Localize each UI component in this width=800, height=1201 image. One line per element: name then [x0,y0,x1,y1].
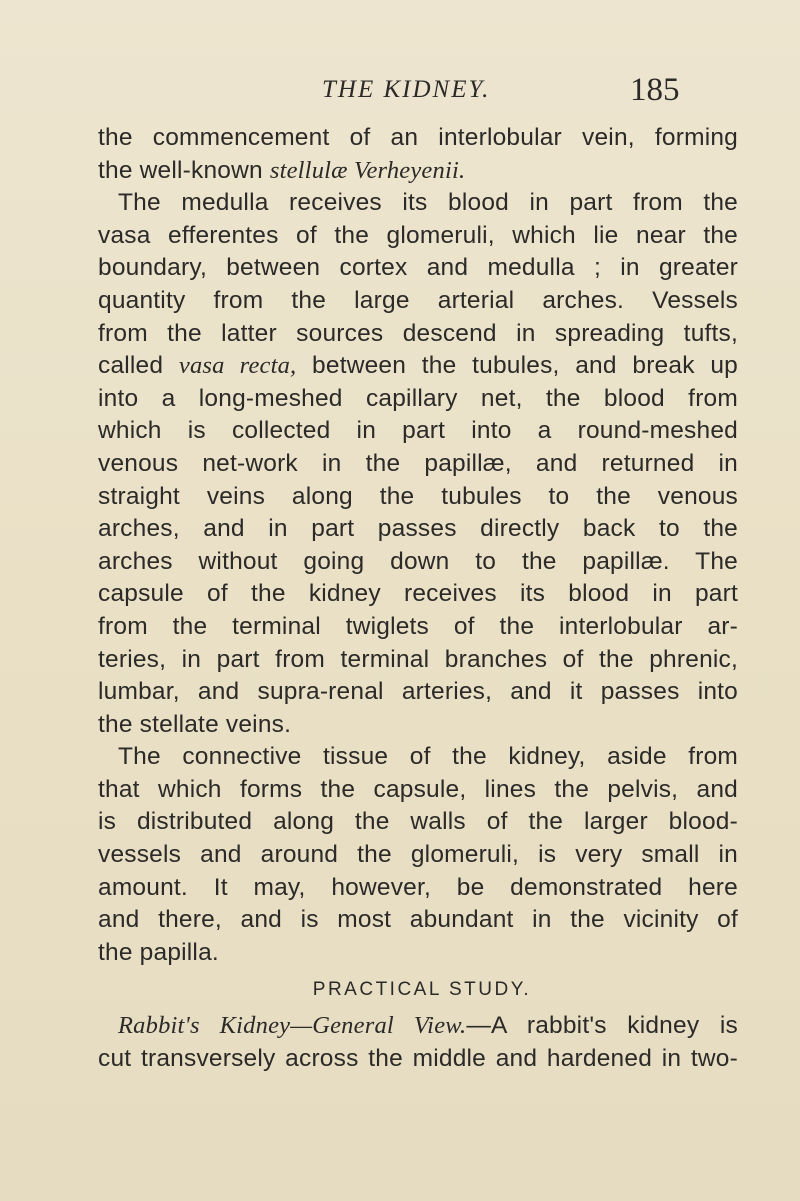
text-line: and there, and is most abundant in the vicinity of [98,906,738,934]
text-line: vasa efferentes of the glomeruli, which lie near the [98,221,738,249]
text-line: called vasa recta, between the tubules, and break up [98,352,738,380]
text-line: boundary, between cortex and medulla ; in greater [98,254,738,282]
text-line: which is collected in part into a round-meshed [98,417,738,445]
page-header [0,72,800,112]
text-line: from the terminal twiglets of the interlobular ar- [98,612,738,640]
text-line: is distributed along the walls of the larger blood- [98,808,738,836]
text-line: straight veins along the tubules to the venous [98,482,738,510]
text-line: the stellate veins. [98,710,292,738]
text-line: venous net-work in the papillæ, and returned in [98,449,738,477]
text-line: the well-known stellulæ Verheyenii. [98,156,466,184]
paragraph-start-line: Rabbit's Kidney—General View.—A rabbit's kidney is [118,1012,738,1040]
text-line: that which forms the capsule, lines the pelvis, and [98,775,738,803]
text-line: teries, in part from terminal branches of the phrenic, [98,645,738,673]
body-text [98,122,738,1075]
text-line: capsule of the kidney receives its blood in part [98,580,738,608]
text-line: cut transversely across the middle and hardened in two- [98,1044,738,1072]
text-line: the papilla. [98,938,219,966]
section-heading: PRACTICAL STUDY. [312,979,532,1001]
italic-subheading: Rabbit's Kidney—General View. [118,1012,467,1040]
text-line: the commencement of an interlobular vein, forming [98,124,738,151]
text-line: arches, and in part passes directly back to the [98,515,738,543]
text-line: from the latter sources descend in spreading tufts, [98,319,738,347]
paragraph-start-line: The medulla receives its blood in part from the [118,189,738,217]
page-number: 185 [630,72,680,108]
italic-term: stellulæ Verheyenii. [269,156,466,184]
italic-term: vasa recta, [178,352,297,380]
text-line: lumbar, and supra-renal arteries, and it passes into [98,678,738,706]
text-line: amount. It may, however, be demonstrated here [98,873,738,901]
text-line: quantity from the large arterial arches. Vessels [98,286,738,314]
running-title: THE KIDNEY. [322,76,491,103]
text-line: into a long-meshed capillary net, the blood from [98,384,738,412]
text-line: arches without going down to the papillæ. The [98,547,738,575]
text-line: vessels and around the glomeruli, is very small in [98,841,738,869]
paragraph-start-line: The connective tissue of the kidney, aside from [118,743,738,771]
